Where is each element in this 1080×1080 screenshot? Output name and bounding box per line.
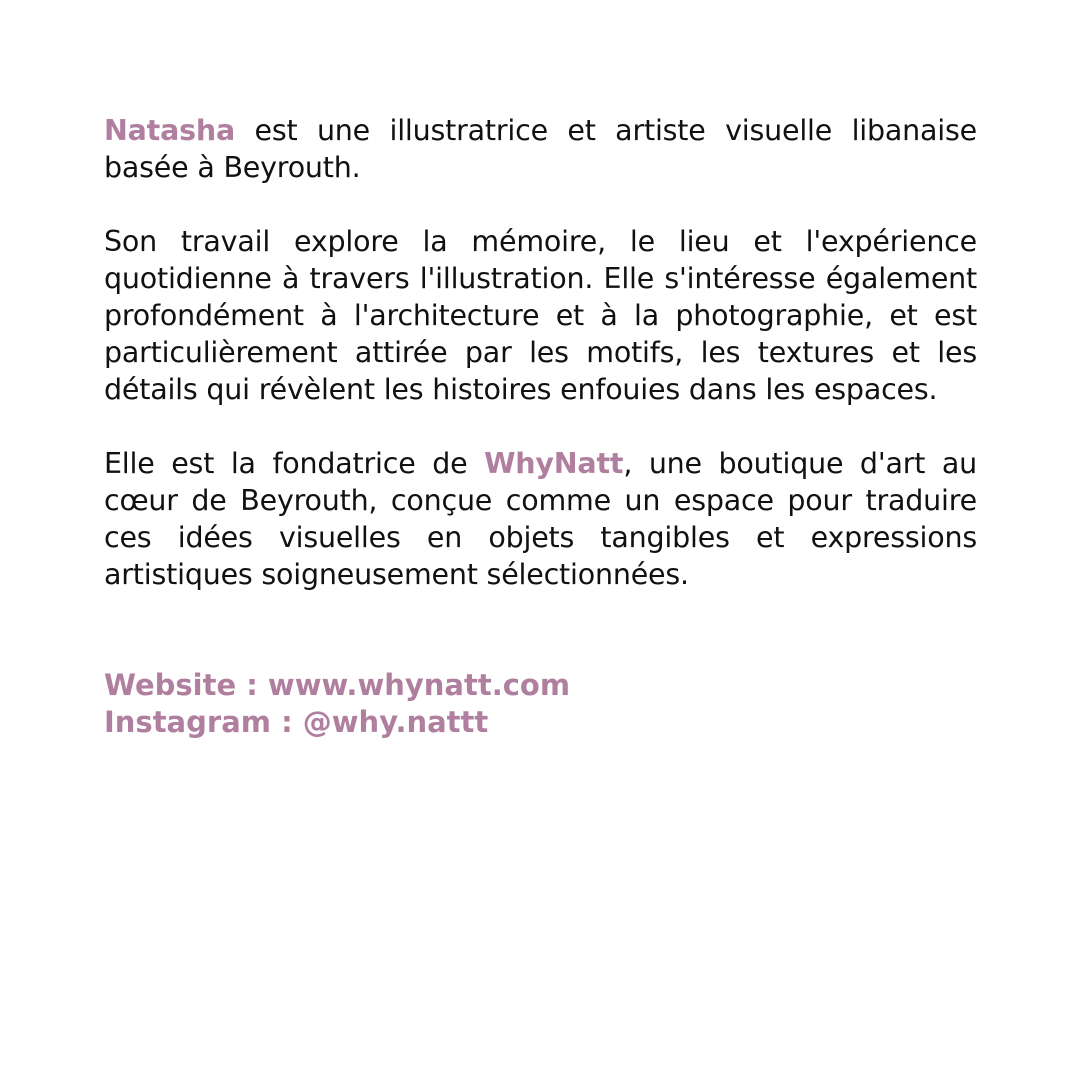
work-paragraph: Son travail explore la mémoire, le lieu et l'expérience quotidienne à travers l'illustration. Elle s'intéresse également profondément à l'architecture et à la photographie, et est particulièrement attirée par les motifs, les textures et les détails qui révèlent les histoires enfouies dans les espaces. — [104, 225, 977, 406]
intro-paragraph — [104, 112, 977, 186]
founder-text-before: Elle est la fondatrice de — [104, 447, 485, 480]
instagram-link[interactable]: Instagram : @why.nattt — [104, 705, 489, 739]
bio-page — [104, 112, 977, 741]
founder-text-after: , une boutique d'art au cœur de Beyrouth, conçue comme un espace pour traduire ces idées visuelles en objets tangibles et expressions artistiques soigneusement sélectionnées. — [104, 447, 977, 591]
intro-text: est une illustratrice et artiste visuelle libanaise basée à Beyrouth. — [104, 114, 977, 184]
brand-name: WhyNatt — [484, 447, 624, 480]
founder-paragraph — [104, 445, 977, 593]
website-link[interactable]: Website : www.whynatt.com — [104, 668, 571, 702]
contact-links — [104, 667, 977, 741]
artist-name: Natasha — [104, 114, 236, 147]
